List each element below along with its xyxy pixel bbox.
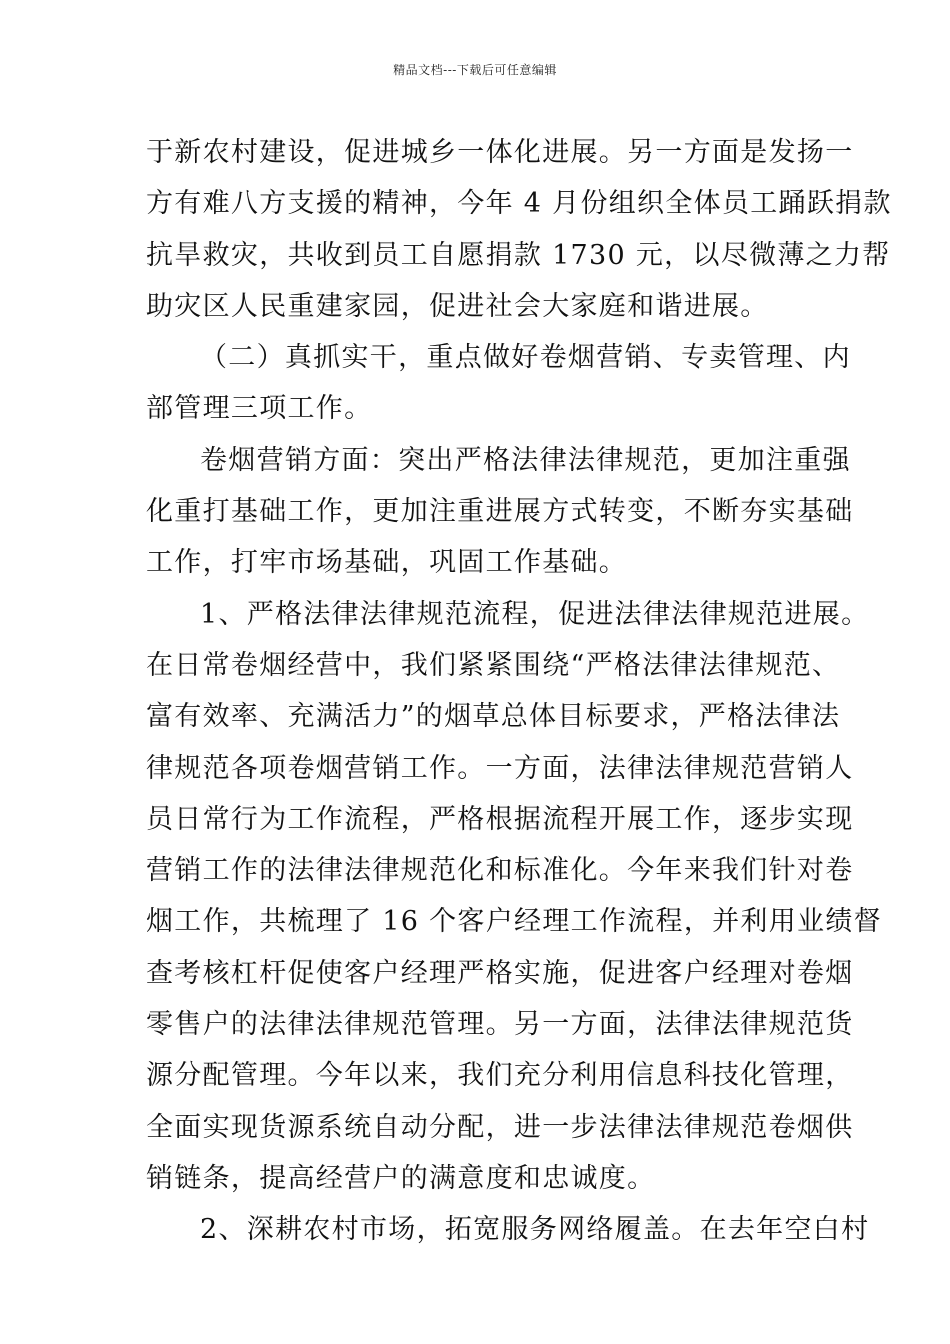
text-line: 工作，打牢市场基础，巩固工作基础。	[146, 547, 628, 579]
text-line: 富有效率、充满活力”的烟草总体目标要求，严格法律法	[146, 701, 841, 733]
text-line: 查考核杠杆促使客户经理严格实施，促进客户经理对卷烟	[146, 957, 854, 989]
text-line: 烟工作，共梳理了 16 个客户经理工作流程，并利用业绩督	[146, 906, 882, 938]
text-line: 抗旱救灾，共收到员工自愿捐款 1730 元，以尽微薄之力帮	[146, 239, 891, 271]
text-line: 销链条，提高经营户的满意度和忠诚度。	[146, 1162, 656, 1194]
text-line: 律规范各项卷烟营销工作。一方面，法律法律规范营销人	[146, 752, 854, 784]
text-line: 部管理三项工作。	[146, 393, 373, 425]
text-line: 化重打基础工作，更加注重进展方式转变，不断夯实基础	[146, 496, 854, 528]
text-line: 1、严格法律法律规范流程，促进法律法律规范进展。	[200, 598, 870, 630]
text-line: 方有难八方支援的精神，今年 4 月份组织全体员工踊跃捐款	[146, 188, 892, 220]
text-line: 零售户的法律法律规范管理。另一方面，法律法律规范货	[146, 1009, 854, 1041]
text-line: 助灾区人民重建家园，促进社会大家庭和谐进展。	[146, 290, 769, 322]
text-line: 在日常卷烟经营中，我们紧紧围绕“严格法律法律规范、	[146, 649, 841, 681]
text-line: 营销工作的法律法律规范化和标准化。今年来我们针对卷	[146, 855, 854, 887]
text-line: 源分配管理。今年以来，我们充分利用信息科技化管理，	[146, 1060, 854, 1092]
text-line: 2、深耕农村市场，拓宽服务网络履盖。在去年空白村	[200, 1214, 870, 1246]
text-line: 于新农村建设，促进城乡一体化进展。另一方面是发扬一	[146, 137, 854, 168]
text-line: 卷烟营销方面：突出严格法律法律规范，更加注重强	[200, 444, 851, 476]
text-line: （二）真抓实干，重点做好卷烟营销、专卖管理、内	[200, 342, 851, 374]
document-body	[146, 127, 892, 1256]
page-header: 精品文档---下载后可任意编辑	[393, 63, 557, 77]
text-line: 员日常行为工作流程，严格根据流程开展工作，逐步实现	[146, 803, 854, 835]
text-line: 全面实现货源系统自动分配，进一步法律法律规范卷烟供	[146, 1111, 854, 1143]
